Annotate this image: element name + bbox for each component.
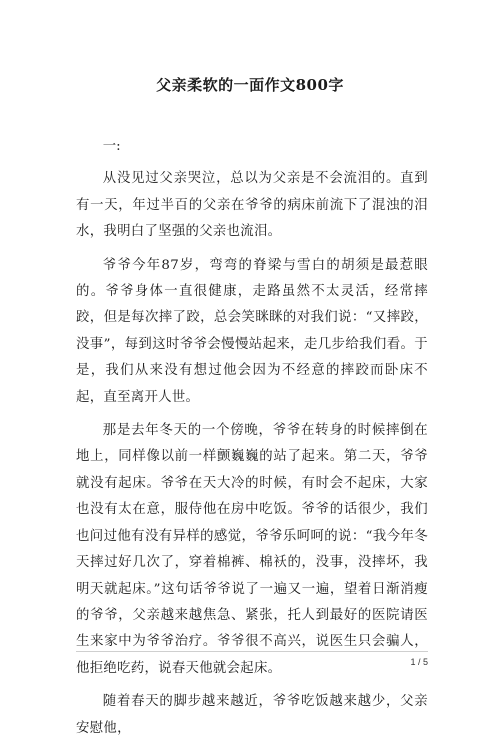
footer-divider — [76, 651, 428, 652]
document-title: 父亲柔软的一面作文800字 — [156, 76, 344, 94]
paragraph-2: 爷爷今年87岁，弯弯的脊梁与雪白的胡须是最惹眼的。爷爷身体一直很健康，走路虽然不太灵活，经常摔跤，但是每次摔了跤，总会笑眯眯的对我们说：“又摔跤，没事”，每到这时爷爷会慢慢站起来，走几步给我们看。于是，我们从来没有想过他会因为不经意的摔跤而卧床不起，直至离开人世。 — [76, 257, 428, 405]
page-number: 1 / 5 — [410, 657, 428, 667]
paragraph-3: 那是去年冬天的一个傍晚，爷爷在转身的时候摔倒在地上，同样像以前一样颤巍巍的站了起来。第二天，爷爷就没有起床。爷爷在天大冷的时候，有时会不起床，大家也没有太在意，服侍他在房中吃饭。爷爷的话很少，我们也问过他有没有异样的感觉，爷爷乐呵呵的说：“我今年冬天摔过好几次了，穿着棉裤、棉袄的，没事，没摔坏，我明天就起床。”这句话爷爷说了一遍又一遍，望着日渐消瘦的爷爷，父亲越来越焦急、紧张，托人到最好的医院请医生来家中为爷爷治疗。爷爷很不高兴，说医生只会骗人，他拒绝吃药，说春天他就会起床。 — [76, 423, 428, 676]
section-marker: 一: — [102, 139, 121, 154]
document-body — [76, 134, 428, 749]
paragraph-1: 从没见过父亲哭泣，总以为父亲是不会流泪的。直到有一天，年过半百的父亲在爷爷的病床前流下了混浊的泪水，我明白了坚强的父亲也流泪。 — [76, 171, 428, 240]
paragraph-4: 随着春天的脚步越来越近，爷爷吃饭越来越少，父亲安慰他， — [76, 694, 428, 736]
